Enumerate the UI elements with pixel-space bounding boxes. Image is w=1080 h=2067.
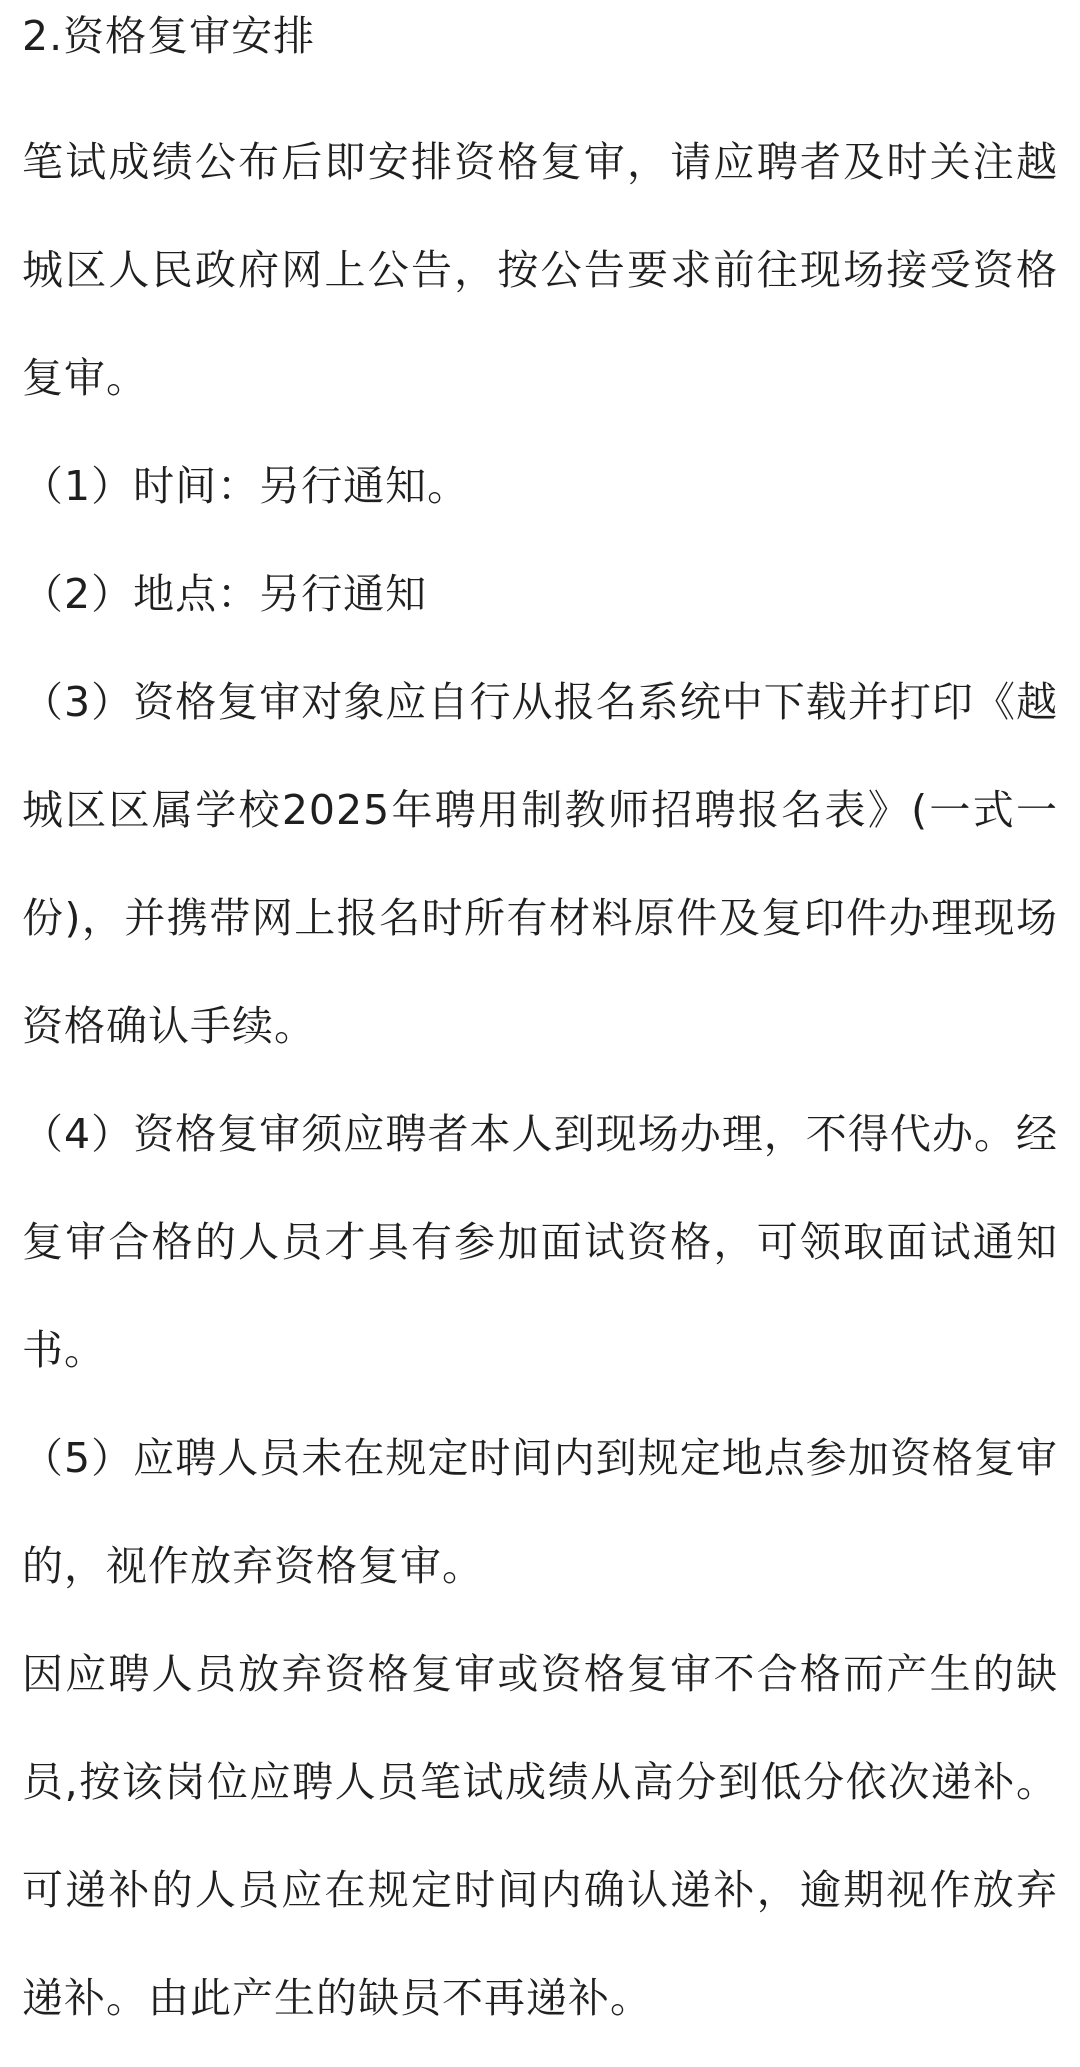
paragraph-absence: （5）应聘人员未在规定时间内到规定地点参加资格复审的，视作放弃资格复审。: [22, 1434, 1058, 1590]
section-heading: 2.资格复审安排: [22, 12, 316, 60]
paragraph-location: （2）地点：另行通知: [22, 570, 428, 618]
paragraph-in-person: （4）资格复审须应聘者本人到现场办理，不得代办。经复审合格的人员才具有参加面试资格，可领取面试通知书。: [22, 1110, 1058, 1374]
paragraph-substitution: 因应聘人员放弃资格复审或资格复审不合格而产生的缺员,按该岗位应聘人员笔试成绩从高分到低分依次递补。可递补的人员应在规定时间内确认递补，逾期视作放弃递补。由此产生的缺员不再递补。: [22, 1650, 1058, 2022]
paragraph-intro: 笔试成绩公布后即安排资格复审，请应聘者及时关注越城区人民政府网上公告，按公告要求前往现场接受资格复审。: [22, 138, 1058, 402]
paragraph-materials: （3）资格复审对象应自行从报名系统中下载并打印《越城区区属学校2025年聘用制教师招聘报名表》(一式一份)，并携带网上报名时所有材料原件及复印件办理现场资格确认手续。: [22, 678, 1058, 1050]
paragraph-time: （1）时间：另行通知。: [22, 462, 470, 510]
